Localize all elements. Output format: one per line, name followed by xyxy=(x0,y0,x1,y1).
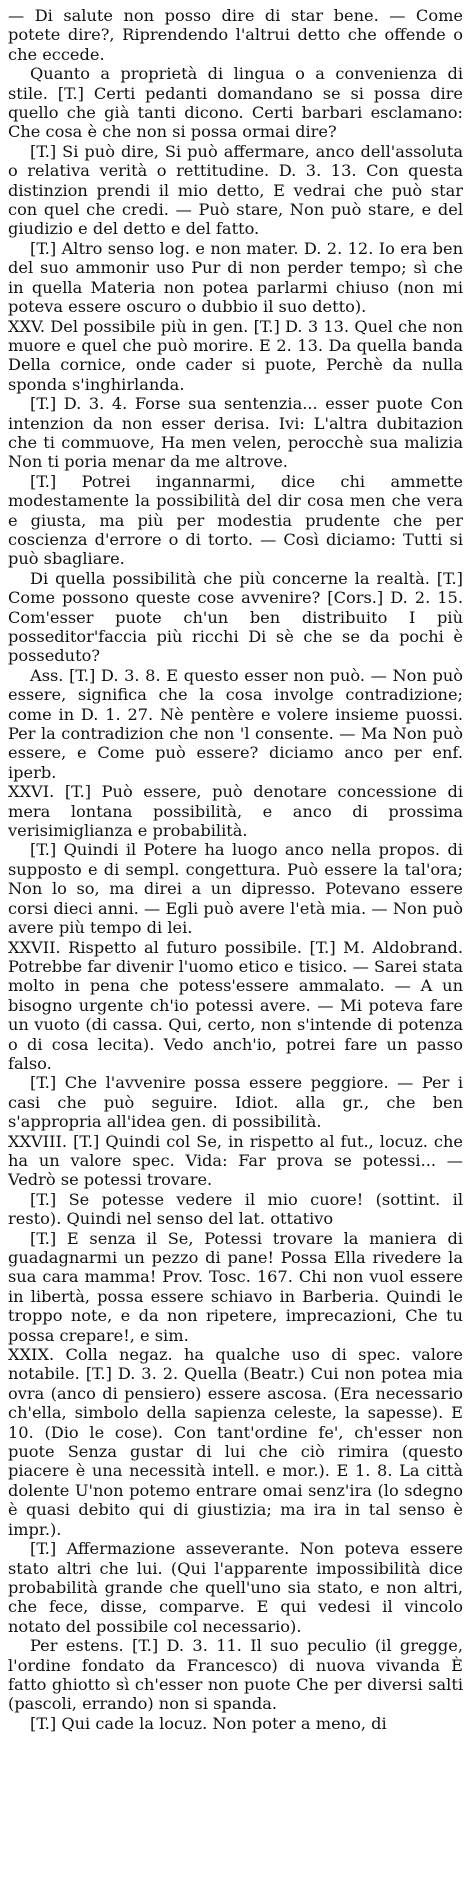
section-xxviii: XXVIII. [T.] Quindi col Se, in rispetto al fut., locuz. che ha un valore spec. Vida: Far prova se potessi... — Vedrò se potessi trovare. xyxy=(8,1131,463,1190)
paragraph-salute: — Di salute non posso dire di star bene. — Come potete dire?, Riprendendo l'altrui detto che offende o che eccede. xyxy=(8,6,463,64)
paragraph-avvenire: [T.] Che l'avvenire possa essere peggiore. — Per i casi che può seguire. Idiot. alla gr., che ben s'appropria all'idea gen. di possibilità. xyxy=(8,1073,463,1132)
paragraph-non-poter-a-meno: [T.] Qui cade la locuz. Non poter a meno, di xyxy=(30,1713,387,1733)
paragraph-realta: Di quella possibilità che più concerne la realtà. [T.] Come possono queste cose avvenire? [Cors.] D. 2. 15. Com'esser puote ch'un ben distribuito I più posseditor'faccia più ricchi Di sè che se da pochi è posseduto? xyxy=(8,568,463,666)
section-xxix: XXIX. Colla negaz. ha qualche uso di spec. valore notabile. [T.] D. 3. 2. Quella (Beatr.) Cui non potea mia ovra (anco di pensiero) essere ascosa. (Era necessario ch'ella, simbolo della sapienza celeste, la sapesse). E 10. (Dio le cose). Con tant'ordine fe', ch'esser non puote Senza gustar di lui che ciò rimira (questo piacere è una necessità intell. e mor.). E 1. 8. La città dolente U'non potemo entrare omai senz'ira (lo sdegno è quasi debito qui di giustizia; ma ira in tal senso è impr.). xyxy=(8,1345,463,1539)
paragraph-assoluto: Ass. [T.] D. 3. 8. E questo esser non può. — Non può essere, significa che la cosa involge contradizione; come in D. 1. 27. Nè pentère e volere insieme puossi. Per la contradizion che non 'l consente. — Ma Non può essere, e Come può essere? diciamo anco per enf. iperb. xyxy=(8,665,463,782)
paragraph-senso-logico: [T.] Altro senso log. e non mater. D. 2. 12. Io era ben del suo ammonir uso Pur di non perder tempo; sì che in quella Materia non potea parlarmi chiuso (non mi poteva essere oscuro o dubbio il suo detto). xyxy=(8,238,463,317)
section-xxvi: XXVI. [T.] Può essere, può denotare concessione di mera lontana possibilità, e anco di prossima verisimiglianza e probabilità. xyxy=(8,782,463,841)
paragraph-asseverante: [T.] Affermazione asseverante. Non poteva essere stato altri che lui. (Qui l'apparente impossibilità dice probabilità grande che quell'uno sia stato, e non altri, che fece, disse, comparve. E qui vedesi il vincolo notato del possibile col necessario). xyxy=(8,1539,463,1636)
paragraph-ottativo: [T.] Se potesse vedere il mio cuore! (sottint. il resto). Quindi nel senso del lat. ottativo xyxy=(8,1189,463,1229)
paragraph-per-estensione: Per estens. [T.] D. 3. 11. Il suo peculio (il gregge, l'ordine fondato da Francesco) di nuova vivanda È fatto ghiotto sì ch'esser non puote Che per diversi salti (pascoli, errando) non si spanda. xyxy=(8,1636,463,1714)
section-xxvii: XXVII. Rispetto al futuro possibile. [T.] M. Aldobrand. Potrebbe far divenir l'uomo etico e tisico. — Sarei stata molto in pena che potess'essere ammalato. — A un bisogno urgente ch'io potessi avere. — Mi poteva fare un vuoto (di cassa. Qui, certo, non s'intende di potenza o di cosa lecita). Vedo anch'io, potrei fare un passo falso. xyxy=(8,937,463,1073)
paragraph-senza-se: [T.] E senza il Se, Potessi trovare la maniera di guadagnarmi un pezzo di pane! Possa Ella rivedere la sua cara mamma! Prov. Tosc. 167. Chi non vuol essere in libertà, possa essere schiavo in Barberia. Quindi le troppo note, e da non ripetere, imprecazioni, Che tu possa crepare!, e sim. xyxy=(8,1228,463,1345)
paragraph-si-puo-dire: [T.] Si può dire, Si può affermare, anco dell'assoluta o relativa verità o rettitudine. D. 3. 13. Con questa distinzion prendi il mio detto, E vedrai che può star con quel che credi. — Può stare, Non può stare, e del giudizio e del detto e del fatto. xyxy=(8,141,463,239)
paragraph-sentenzia: [T.] D. 3. 4. Forse sua sentenzia... esser puote Con intenzion da non esser derisa. Ivi: L'altra dubitazion che ti commuove, Ha men velen, perocchè sua malizia Non ti poria menar da me altrove. xyxy=(8,394,463,472)
paragraph-proprieta-lingua: Quanto a proprietà di lingua o a convenienza di stile. [T.] Certi pedanti domandano se si possa dire quello che già tanti dicono. Certi barbari esclamano: Che cosa è che non si possa ormai dire? xyxy=(8,64,463,142)
paragraph-supposto: [T.] Quindi il Potere ha luogo anco nella propos. di supposto e di sempl. congettura. Può essere la tal'ora; Non lo so, ma direi a un dipresso. Potevano essere corsi dieci anni. — Egli può avere l'età mia. — Non può avere più tempo di lei. xyxy=(8,840,463,938)
section-xxv: XXV. Del possibile più in gen. [T.] D. 3 13. Quel che non muore e quel che può morire. E 2. 13. Da quella banda Della cornice, onde cader si puote, Perchè da nulla sponda s'inghirlanda. xyxy=(8,316,463,394)
paragraph-potrei-ingannarmi: [T.] Potrei ingannarmi, dice chi ammette modestamente la possibilità del dir cosa men che vera e giusta, ma più per modestia prudente che per coscienza d'errore o di torto. — Così diciamo: Tutti si può sbagliare. xyxy=(8,471,463,569)
